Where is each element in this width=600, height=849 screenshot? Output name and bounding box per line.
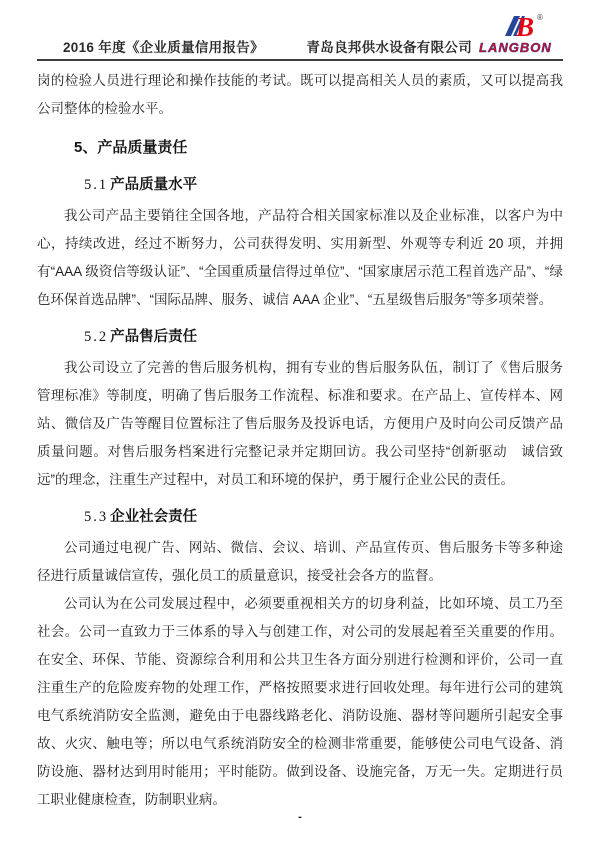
langbon-logo-icon (501, 11, 545, 41)
section-5-1-paragraph: 我公司产品主要销往全国各地，产品符合相关国家标准以及企业标准，以客户为中心，持续改进，经过不断努力，公司获得发明、实用新型、外观等专利近 20 项，并拥有“AAA 级资信等级认证”、“全国重质量信得过单位”、“国家康居示范工程首选产品”、“绿色环保首选品牌”、“国际品牌、服务、诚信 AAA 企业”、“五星级售后服务”等多项荣誉。 (37, 208, 563, 307)
section-5-2-paragraph: 我公司设立了完善的售后服务机构，拥有专业的售后服务队伍，制订了《售后服务管理标准》等制度，明确了售后服务工作流程、标准和要求。在产品上、宣传样本、网站、微信及广告等醒目位置标注了售后服务及投诉电话，方便用户及时向公司反馈产品质量问题。对售后服务档案进行完整记录并定期回访。我公司坚持“创新驱动 诚信致远”的理念，注重生产过程中，对员工和环境的保护，勇于履行企业公民的责任。 (37, 360, 563, 487)
company-name: 青岛良邦供水设备有限公司 (306, 40, 472, 55)
section-5-1-title: 产品质量水平 (110, 177, 198, 193)
report-title: 2016 年度《企业质量信用报告》 (63, 40, 264, 55)
langbon-logo-text: LANGBON (479, 40, 552, 55)
document-body (0, 67, 600, 814)
section-5-3-number: 5.3 (84, 509, 109, 525)
section-5-3-paragraph-1: 公司通过电视广告、网站、微信、会议、培训、产品宣传页、售后服务卡等多种途径进行质量诚信宣传，强化员工的质量意识，接受社会各方的监督。 (37, 540, 563, 583)
langbon-logo (479, 12, 563, 56)
svg-text:B: B (516, 12, 535, 41)
section-5-3-heading (37, 503, 563, 531)
section-5-1 (37, 171, 563, 314)
section-5-3 (37, 503, 563, 814)
section-5-3-paragraph-2: 公司认为在公司发展过程中，必须要重视相关方的切身利益，比如环境、员工乃至社会。公司一直致力于三体系的导入与创建工作，对公司的发展起着至关重要的作用。在安全、环保、节能、资源综合利用和公共卫生各方面分别进行检测和评价，公司一直注重生产的危险废弃物的处理工作，严格按照要求进行回收处理。每年进行公司的建筑电气系统消防安全监测，避免由于电器线路老化、消防设施、器材等问题所引起安全事故、火灾、触电等；所以电气系统消防安全的检测非常重要，能够使公司电气设备、消防设施、器材达到用时能用；平时能防。做到设备、设施完备，万无一失。定期进行员工职业健康检查，防制职业病。 (37, 596, 563, 807)
section-5-2-heading (37, 323, 563, 351)
section-5-1-heading (37, 171, 563, 199)
section-5-2 (37, 323, 563, 494)
intro-paragraph: 岗的检验人员进行理论和操作技能的考试。既可以提高相关人员的素质，又可以提高我公司整体的检验水平。 (37, 73, 563, 116)
svg-text:®: ® (537, 13, 543, 22)
section-5-2-title: 产品售后责任 (110, 329, 198, 345)
page-footer (0, 811, 600, 823)
page-number-marker: - (298, 811, 302, 823)
section-5-2-number: 5.2 (84, 329, 109, 345)
page-header (37, 0, 563, 61)
section-5-3-title: 企业社会责任 (110, 509, 198, 525)
section-5-1-number: 5.1 (84, 177, 109, 193)
chapter-title: 5、产品质量责任 (74, 139, 188, 156)
header-line (37, 12, 563, 56)
